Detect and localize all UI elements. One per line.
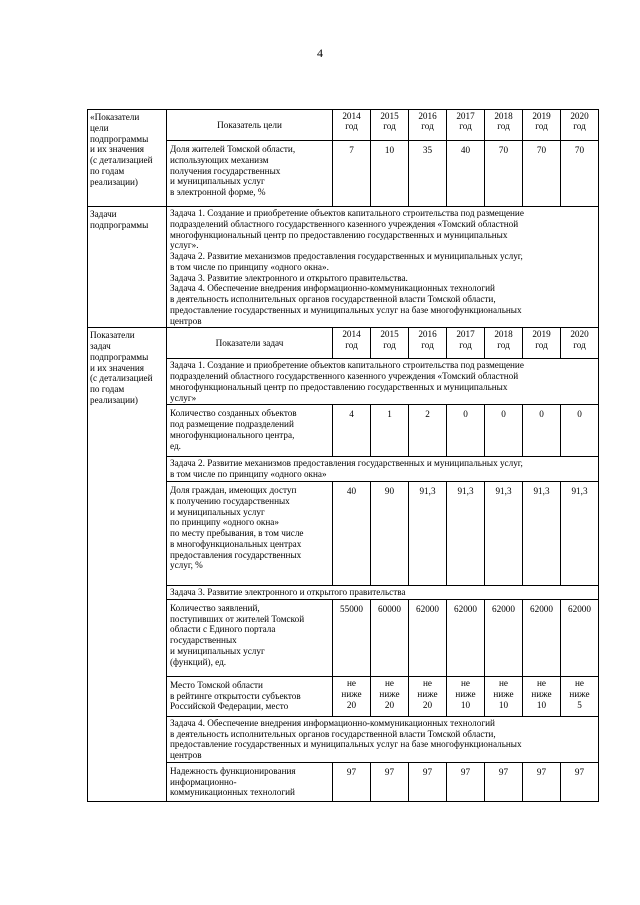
task3-indicator1-name	[167, 599, 333, 676]
goal-section-label	[88, 110, 167, 207]
tasks-label-line: Задачи	[90, 209, 117, 219]
task3-indicator1-value-2014: 55000	[333, 599, 371, 676]
goal-label-line: (с детализацией	[90, 155, 153, 166]
year-header-2016	[409, 328, 447, 359]
goal-label-line: подпрограммы	[90, 133, 149, 144]
task1-indicator-line: многофункционального центра,	[170, 430, 295, 441]
year-header-2016	[409, 110, 447, 141]
task4-title-line: предоставление государственных и муниципальных услуг на базе многофункциональных	[170, 739, 522, 750]
year-label: 2015	[380, 329, 399, 340]
task3-indicator1-line: поступивших от жителей Томской	[170, 613, 305, 624]
subprogram-passport-table	[87, 109, 599, 802]
year-header-2017	[447, 328, 485, 359]
goal-label-line: «Показатели	[90, 112, 140, 122]
rank-prefix: не	[461, 677, 470, 688]
tasks-text-line: услуг».	[170, 240, 199, 251]
task4-title-line: центров	[170, 750, 202, 761]
task4-title-line: в деятельность исполнительных органов государственной власти Томской области,	[170, 728, 496, 739]
page-number: 4	[317, 46, 323, 60]
task1-indicator-value-2015: 1	[371, 405, 409, 457]
task1-indicator-value-2020: 0	[561, 405, 599, 457]
year-header-2014	[333, 328, 371, 359]
year-unit: год	[573, 121, 586, 132]
year-label: 2018	[494, 329, 513, 340]
goal-indicator-line: использующих механизм	[170, 154, 269, 165]
year-header-2015	[371, 328, 409, 359]
year-label: 2017	[456, 111, 475, 121]
goal-label-line: цели	[90, 122, 109, 133]
task4-indicator-name	[167, 762, 333, 801]
tasks-text-line: Задача 1. Создание и приобретение объектов капитального строительства под размещение	[170, 208, 524, 218]
goal-value-2015: 10	[371, 141, 409, 207]
rank-prefix: ниже	[455, 688, 476, 699]
task3-indicator2-line: в рейтинге открытости субъектов	[170, 690, 301, 701]
rank-prefix: не	[537, 677, 546, 688]
year-unit: год	[383, 121, 396, 132]
year-label: 2015	[380, 111, 399, 121]
task1-indicator-value-2014: 4	[333, 405, 371, 457]
year-label: 2016	[418, 329, 437, 340]
year-header-2019	[523, 110, 561, 141]
task1-title-line: услуг»	[170, 392, 197, 403]
task4-indicator-value-2020: 97	[561, 762, 599, 801]
tasks-text-line: подразделений областного государственного казенного учреждения «Томский областной	[170, 218, 519, 229]
goal-value-2017: 40	[447, 141, 485, 207]
task1-title	[167, 359, 599, 405]
rank-value: 10	[536, 699, 547, 710]
year-label: 2020	[570, 111, 589, 121]
rank-prefix: не	[423, 677, 432, 688]
task4-indicator-value-2014: 97	[333, 762, 371, 801]
task3-rank-2014	[333, 676, 371, 716]
rank-prefix: ниже	[493, 688, 514, 699]
goal-value-2014: 7	[333, 141, 371, 207]
rank-prefix: не	[347, 677, 356, 688]
tasks-text-line: Задача 2. Развитие механизмов предоставления государственных и муниципальных услуг,	[170, 251, 523, 262]
task4-indicator-line: Надежность функционирования	[170, 765, 296, 776]
task2-title	[167, 457, 599, 482]
rank-prefix: ниже	[341, 688, 362, 699]
task2-indicator-value-2014: 40	[333, 482, 371, 586]
rank-prefix: ниже	[379, 688, 400, 699]
year-unit: год	[421, 339, 434, 350]
task2-indicator-line: в многофункциональных центрах	[170, 538, 302, 549]
task2-indicator-value-2019: 91,3	[523, 482, 561, 586]
year-unit: год	[535, 339, 548, 350]
tasks-text	[167, 207, 599, 328]
task3-indicator1-line: области с Единого портала	[170, 624, 276, 635]
task1-indicator-line: под размещение подразделений	[170, 419, 294, 430]
task3-indicator2-line: Место Томской области	[170, 679, 263, 690]
task3-indicator2-name	[167, 676, 333, 716]
goal-indicator-line: и муниципальных услуг	[170, 176, 265, 187]
year-unit: год	[345, 339, 358, 350]
rank-value: 20	[384, 699, 395, 710]
tasks-text-line: предоставление государственных и муниципальных услуг на базе многофункциональных	[170, 304, 522, 315]
task3-indicator1-value-2017: 62000	[447, 599, 485, 676]
year-label: 2020	[570, 329, 589, 340]
task-indicators-header: Показатели задач	[167, 328, 333, 359]
year-label: 2014	[342, 329, 361, 340]
tasks-text-line: Задача 4. Обеспечение внедрения информационно-коммуникационных технологий	[170, 283, 495, 294]
year-label: 2019	[532, 329, 551, 340]
task4-title	[167, 716, 599, 762]
goal-label-line: и их значения	[90, 144, 145, 155]
year-header-2020	[561, 328, 599, 359]
task-indicators-label	[88, 328, 167, 802]
task3-indicator2-line: Российской Федерации, место	[170, 701, 289, 712]
indicators-label-line: (с детализацией	[90, 373, 153, 384]
year-header-2015	[371, 110, 409, 141]
rank-value: 20	[346, 699, 357, 710]
year-header-2018	[485, 110, 523, 141]
indicators-label-line: и их значения	[90, 362, 145, 373]
goal-value-2016: 35	[409, 141, 447, 207]
task4-indicator-line: коммуникационных технологий	[170, 787, 295, 798]
year-label: 2018	[494, 111, 513, 121]
year-header-2014	[333, 110, 371, 141]
task3-rank-2019	[523, 676, 561, 716]
task2-indicator-line: предоставления государственных	[170, 549, 302, 560]
task3-indicator1-line: Количество заявлений,	[170, 602, 260, 613]
task4-indicator-value-2019: 97	[523, 762, 561, 801]
task2-indicator-line: и муниципальных услуг	[170, 506, 265, 517]
year-unit: год	[345, 121, 358, 132]
task1-indicator-name	[167, 405, 333, 457]
task2-indicator-value-2020: 91,3	[561, 482, 599, 586]
task3-rank-2018	[485, 676, 523, 716]
task2-indicator-line: по месту пребывания, в том числе	[170, 528, 304, 539]
task2-indicator-line: услуг, %	[170, 560, 203, 571]
year-header-2017	[447, 110, 485, 141]
tasks-text-line: многофункциональный центр по предоставлению государственных и муниципальных	[170, 229, 508, 240]
year-label: 2016	[418, 111, 437, 121]
rank-prefix: не	[385, 677, 394, 688]
tasks-text-line: Задача 3. Развитие электронного и открытого правительства.	[170, 272, 408, 283]
task3-indicator1-line: государственных	[170, 635, 237, 646]
rank-value: 10	[498, 699, 509, 710]
task1-indicator-value-2016: 2	[409, 405, 447, 457]
year-unit: год	[497, 121, 510, 132]
rank-prefix: не	[575, 677, 584, 688]
goal-indicator-line: в электронной форме, %	[170, 187, 266, 198]
year-unit: год	[535, 121, 548, 132]
indicators-label-line: Показатели	[90, 330, 135, 341]
task3-rank-2020	[561, 676, 599, 716]
task1-indicator-value-2017: 0	[447, 405, 485, 457]
rank-value: 5	[577, 699, 582, 710]
task2-indicator-value-2018: 91,3	[485, 482, 523, 586]
rank-prefix: ниже	[531, 688, 552, 699]
year-label: 2017	[456, 329, 475, 340]
task3-indicator1-line: и муниципальных услуг	[170, 645, 265, 656]
goal-indicator-line: Доля жителей Томской области,	[170, 144, 296, 154]
rank-value: 10	[460, 699, 471, 710]
task4-title-line: Задача 4. Обеспечение внедрения информационно-коммуникационных технологий	[170, 717, 495, 728]
tasks-text-line: в том числе по принципу «одного окна».	[170, 261, 329, 272]
goal-label-line: реализации)	[90, 176, 138, 187]
task2-indicator-value-2017: 91,3	[447, 482, 485, 586]
tasks-label-line: подпрограммы	[90, 219, 149, 230]
goal-value-2020: 70	[561, 141, 599, 207]
task3-indicator1-value-2019: 62000	[523, 599, 561, 676]
task1-indicator-value-2019: 0	[523, 405, 561, 457]
year-unit: год	[383, 339, 396, 350]
task1-title-line: подразделений областного государственного казенного учреждения «Томский областной	[170, 371, 519, 382]
tasks-text-line: в деятельность исполнительных органов государственной власти Томской области,	[170, 294, 496, 305]
task1-indicator-line: ед.	[170, 440, 181, 451]
task3-indicator1-value-2020: 62000	[561, 599, 599, 676]
task3-rank-2015	[371, 676, 409, 716]
task3-title-line: Задача 3. Развитие электронного и открытого правительства	[170, 587, 406, 598]
task3-indicator1-line: (функций), ед.	[170, 656, 227, 667]
task2-title-line: в том числе по принципу «одного окна»	[170, 469, 327, 480]
rank-prefix: ниже	[569, 688, 590, 699]
task3-title	[167, 586, 599, 600]
year-unit: год	[459, 339, 472, 350]
goal-value-2019: 70	[523, 141, 561, 207]
goal-label-line: по годам	[90, 165, 125, 176]
task2-indicator-line: к получению государственных	[170, 495, 290, 506]
tasks-section-label	[88, 207, 167, 328]
goal-indicator-header: Показатель цели	[167, 110, 333, 141]
task3-rank-2017	[447, 676, 485, 716]
task4-indicator-value-2018: 97	[485, 762, 523, 801]
indicators-label-line: подпрограммы	[90, 351, 149, 362]
task1-title-line: многофункциональный центр по предоставлению государственных и муниципальных	[170, 381, 508, 392]
year-label: 2019	[532, 111, 551, 121]
rank-value: 20	[422, 699, 433, 710]
task1-indicator-line: Количество созданных объектов	[170, 408, 297, 419]
task3-indicator1-value-2018: 62000	[485, 599, 523, 676]
task3-indicator1-value-2015: 60000	[371, 599, 409, 676]
task4-indicator-value-2017: 97	[447, 762, 485, 801]
indicators-label-line: задач	[90, 341, 111, 352]
task2-indicator-value-2016: 91,3	[409, 482, 447, 586]
task1-title-line: Задача 1. Создание и приобретение объектов капитального строительства под размещение	[170, 360, 524, 371]
task2-indicator-line: по принципу «одного окна»	[170, 517, 279, 528]
year-unit: год	[497, 339, 510, 350]
tasks-text-line: центров	[170, 315, 202, 326]
task1-indicator-value-2018: 0	[485, 405, 523, 457]
task2-indicator-name	[167, 482, 333, 586]
year-unit: год	[459, 121, 472, 132]
year-header-2020	[561, 110, 599, 141]
goal-indicator-name	[167, 141, 333, 207]
goal-value-2018: 70	[485, 141, 523, 207]
year-unit: год	[573, 339, 586, 350]
task4-indicator-line: информационно-	[170, 776, 237, 787]
year-label: 2014	[342, 111, 361, 121]
rank-prefix: не	[499, 677, 508, 688]
year-header-2019	[523, 328, 561, 359]
task3-rank-2016	[409, 676, 447, 716]
task4-indicator-value-2016: 97	[409, 762, 447, 801]
indicators-label-line: по годам	[90, 384, 125, 395]
task2-indicator-line: Доля граждан, имеющих доступ	[170, 485, 297, 496]
year-header-2018	[485, 328, 523, 359]
year-unit: год	[421, 121, 434, 132]
task2-indicator-value-2015: 90	[371, 482, 409, 586]
indicators-label-line: реализации)	[90, 395, 138, 406]
rank-prefix: ниже	[417, 688, 438, 699]
task3-indicator1-value-2016: 62000	[409, 599, 447, 676]
task4-indicator-value-2015: 97	[371, 762, 409, 801]
task2-title-line: Задача 2. Развитие механизмов предоставления государственных и муниципальных услуг,	[170, 458, 523, 469]
goal-indicator-line: получения государственных	[170, 165, 281, 176]
